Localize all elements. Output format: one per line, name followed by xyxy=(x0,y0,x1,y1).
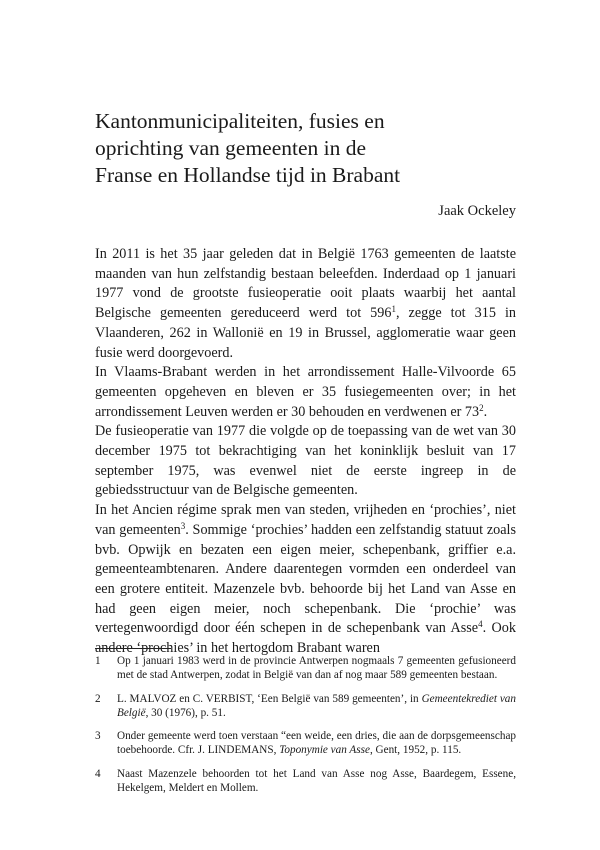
footnote-text-part: Onder gemeente werd toen verstaan “een weide, een dries, die aan de dorpsgemeenschap toebehoorde. Cfr. J. LINDEMANS, xyxy=(117,730,516,757)
footnotes xyxy=(95,654,516,804)
paragraph-1 xyxy=(95,245,516,363)
footnote-ref-1[interactable]: 1 xyxy=(391,304,396,315)
paragraph-1-tail: , zegge tot 315 in Vlaanderen, 262 in Wallonië en 19 in Brussel, agglomeratie waar geen fusie werd doorgevoerd. xyxy=(95,305,516,361)
footnote-number: 3 xyxy=(95,730,101,743)
journal-title: Gemeentekrediet van België xyxy=(117,692,516,719)
footnote-text xyxy=(117,729,516,758)
footnote-2 xyxy=(95,692,516,721)
footnote-text-part: L. MALVOZ en C. VERBIST, ‘Een België van 589 gemeenten’, in xyxy=(117,692,422,705)
footnote-divider xyxy=(95,648,171,649)
paragraph-4-mid: . Sommige ‘prochies’ hadden een zelfstandig statuut zoals bvb. Opwijk en bezaten een eigen meier, schepenbank, griffier e.a. gemeenteambtenaren. Andere daarentegen vormden een onderdeel van een grotere entiteit. Mazenzele bvb. behoorde bij het Land van Asse en had geen eigen meier, noch schepenbank. Die ‘prochie’ was vertegenwoordigd door één schepen in de schepenbank van Asse xyxy=(95,521,516,637)
footnote-number: 1 xyxy=(95,655,101,667)
footnote-text-part: , Gent, 1952, p. 115. xyxy=(369,744,462,757)
paragraph-4 xyxy=(95,501,516,659)
book-title: Toponymie van Asse xyxy=(279,744,370,757)
footnote-text-part: , 30 (1976), p. 51. xyxy=(145,706,226,719)
paragraph-2-text: In Vlaams-Brabant werden in het arrondissement Halle-Vilvoorde 65 gemeenten opgeheven en bleven er 35 fusiegemeenten over; in het arrondissement Leuven werden er 30 behouden en verdwenen er 73 xyxy=(95,364,516,420)
footnote-ref-4[interactable]: 4 xyxy=(478,619,483,630)
footnote-text: Naast Mazenzele behoorden tot het Land van Asse nog Asse, Baardegem, Essene, Hekelgem, Meldert en Mollem. xyxy=(117,767,516,795)
paragraph-3: De fusieoperatie van 1977 die volgde op de toepassing van de wet van 30 december 1975 tot bekrachtiging van het koninklijk besluit van 17 september 1975, was evenwel niet de eerste ingreep in de gebiedsstructuur van de Belgische gemeenten. xyxy=(95,423,516,499)
footnote-1 xyxy=(95,654,516,683)
footnote-ref-2[interactable]: 2 xyxy=(479,402,484,413)
article-title: Kantonmunicipaliteiten, fusies en oprichting van gemeenten in de Franse en Hollandse tijd in Brabant xyxy=(95,109,401,187)
paragraph-1-text: In 2011 is het 35 jaar geleden dat in België 1763 gemeenten de laatste maanden van hun zelfstandig bestaan beleefden. Inderdaad op 1 januari 1977 vond de grootste fusieoperatie ooit plaats waarbij het aantal Belgische gemeenten gereduceerd werd tot 596 xyxy=(95,246,516,322)
footnote-text xyxy=(117,692,516,721)
paragraph-4-text: In het Ancien régime sprak men van steden, vrijheden en ‘prochies’, niet van gemeenten xyxy=(95,502,516,538)
article-body xyxy=(95,245,516,659)
paragraph-4-tail: . Ook andere ‘prochies’ in het hertogdom Brabant waren xyxy=(95,620,516,657)
footnote-4 xyxy=(95,767,516,796)
footnote-number: 4 xyxy=(95,767,101,780)
footnote-number: 2 xyxy=(95,692,101,705)
paragraph-2-tail: . xyxy=(483,403,488,420)
footnote-ref-3[interactable]: 3 xyxy=(180,520,186,531)
author-name: Jaak Ockeley xyxy=(438,203,516,219)
footnote-3 xyxy=(95,729,516,758)
paragraph-2 xyxy=(95,363,516,422)
footnote-text: Op 1 januari 1983 werd in de provincie Antwerpen nogmaals 7 gemeenten gefusioneerd met de stad Antwerpen, zodat in België van dan af nog maar 589 gemeenten bestaan. xyxy=(117,655,516,682)
